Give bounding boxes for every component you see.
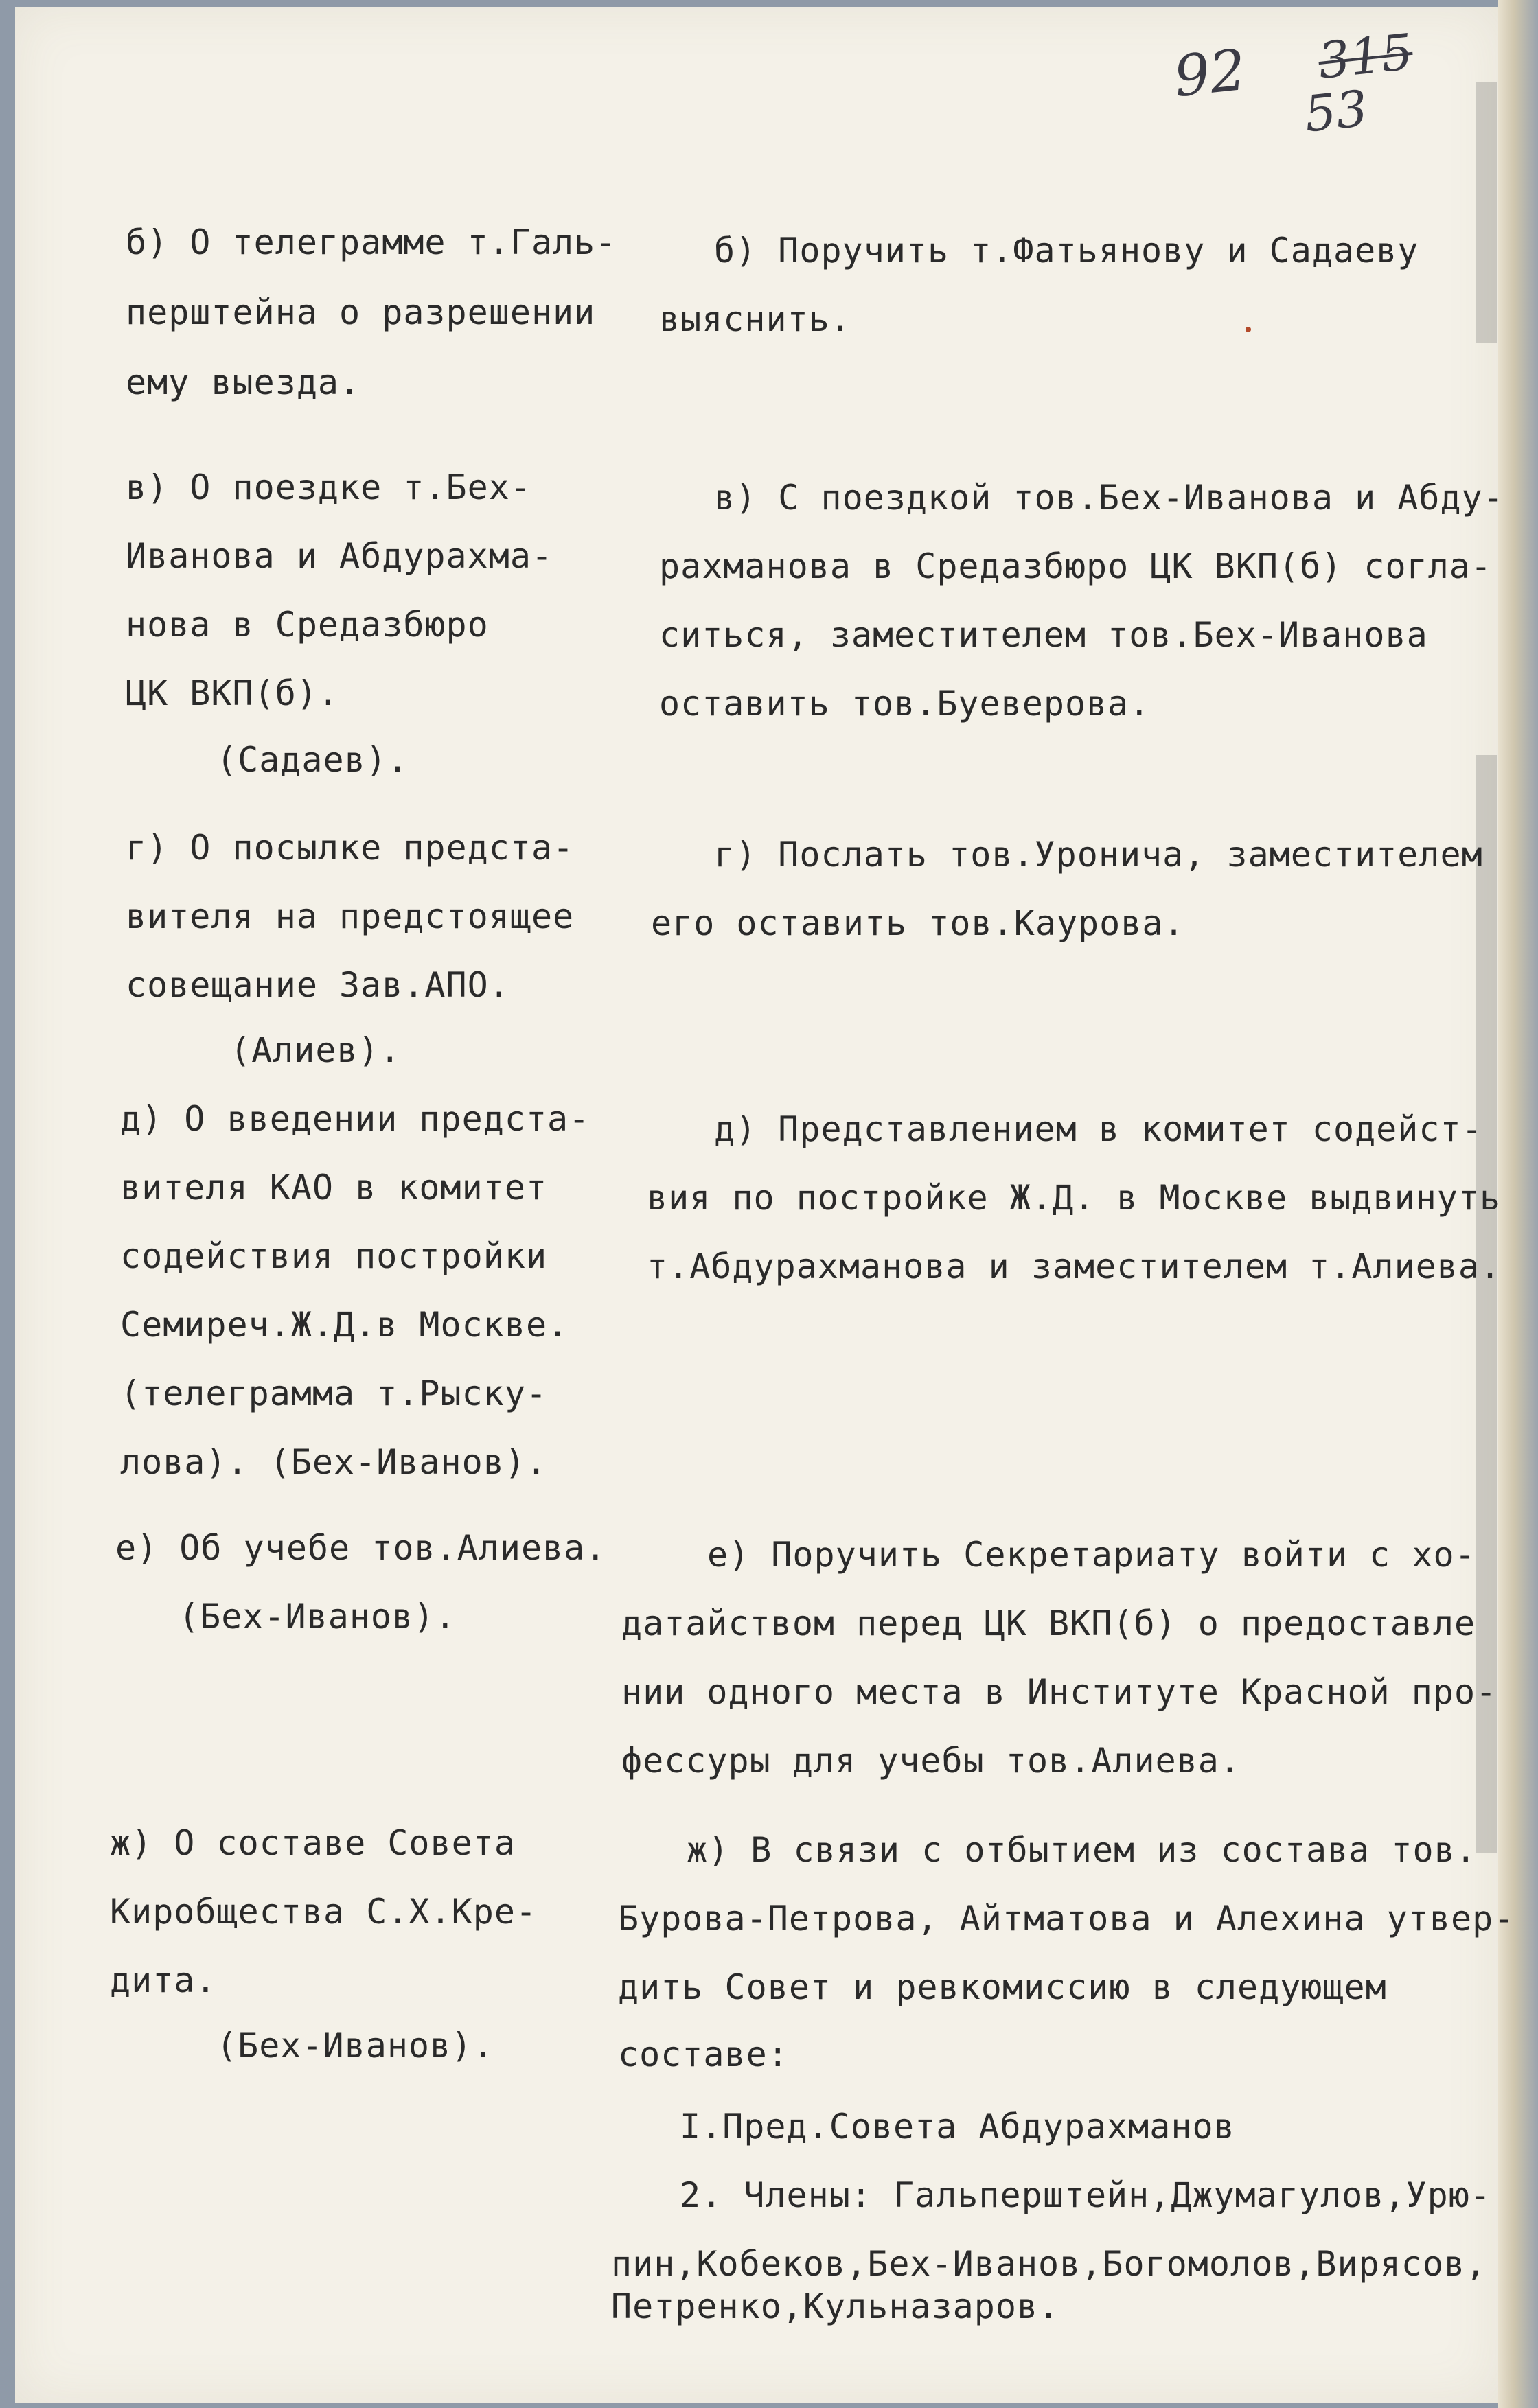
question-line: совещание Зав.АПО. (126, 965, 510, 1005)
question-line: перштейна о разрешении (126, 292, 596, 332)
decision-line: дить Совет и ревкомиссию в следующем (618, 1967, 1387, 2007)
question-line: (Садаев). (216, 740, 409, 780)
question-line: Киробщества С.Х.Кре- (110, 1892, 538, 1932)
question-line: б) О телеграмме т.Галь- (126, 222, 617, 262)
question-line: Иванова и Абдурахма- (126, 536, 553, 576)
question-line: в) О поездке т.Бех- (126, 467, 531, 507)
decision-line: пин,Кобеков,Бех-Иванов,Богомолов,Вирясов, (611, 2244, 1487, 2284)
page-fold-shadow (1476, 82, 1497, 343)
decision-line: Бурова-Петрова, Айтматова и Алехина утвер- (618, 1899, 1515, 1938)
decision-line: е) Поручить Секретариату войти с хо- (707, 1535, 1476, 1575)
question-line: Семиреч.Ж.Д.в Москве. (120, 1305, 569, 1345)
decision-line: выяснить. (659, 299, 851, 339)
page-edge (1498, 0, 1538, 2408)
question-line: г) О посылке предста- (126, 828, 575, 868)
question-line: ж) О составе Совета (110, 1823, 516, 1863)
decision-line: составе: (618, 2035, 789, 2074)
decision-line: г) Послать тов.Уронича, заместителем (714, 835, 1483, 875)
folio-number-secondary: 53 (1301, 79, 1370, 143)
question-line: лова). (Бех-Иванов). (120, 1442, 548, 1482)
decision-line: оставить тов.Буеверова. (659, 684, 1151, 723)
decision-line: I.Пред.Совета Абдурахманов (680, 2107, 1235, 2146)
question-line: (Алиев). (230, 1030, 401, 1070)
ink-spot (1246, 327, 1251, 332)
decision-line: д) Представлением в комитет содейст- (714, 1109, 1483, 1149)
question-line: дита. (110, 1960, 217, 2000)
question-line: (Бех-Иванов). (179, 1597, 457, 1636)
decision-line: ж) В связи с отбытием из состава тов. (687, 1830, 1477, 1870)
question-line: д) О введении предста- (120, 1099, 590, 1139)
question-line: (Бех-Иванов). (216, 2026, 494, 2065)
question-line: вителя на предстоящее (126, 896, 575, 936)
question-line: (телеграмма т.Рыску- (120, 1374, 548, 1413)
decision-line: нии одного места в Институте Красной про- (621, 1672, 1497, 1712)
decision-line: фессуры для учебы тов.Алиева. (621, 1741, 1241, 1781)
folio-number: 92 (1171, 37, 1250, 111)
question-line: содействия постройки (120, 1236, 548, 1276)
question-line: е) Об учебе тов.Алиева. (115, 1528, 607, 1568)
decision-line: Петренко,Кульназаров. (611, 2287, 1060, 2326)
decision-line: датайством перед ЦК ВКП(б) о предоставле (621, 1604, 1476, 1643)
question-line: нова в Средазбюро (126, 605, 489, 645)
decision-line: б) Поручить т.Фатьянову и Садаеву (714, 231, 1419, 270)
decision-line: вия по постройке Ж.Д. в Москве выдвинуть (647, 1178, 1502, 1218)
decision-line: его оставить тов.Каурова. (651, 903, 1185, 943)
question-line: ЦК ВКП(б). (126, 673, 340, 713)
question-line: вителя КАО в комитет (120, 1168, 548, 1207)
folio-number-struck: 315 (1315, 23, 1416, 90)
decision-line: рахманова в Средазбюро ЦК ВКП(б) согла- (659, 546, 1492, 586)
decision-line: 2. Члены: Гальперштейн,Джумагулов,Урю- (680, 2175, 1491, 2215)
decision-line: ситься, заместителем тов.Бех-Иванова (659, 615, 1428, 655)
decision-line: в) С поездкой тов.Бех-Иванова и Абду- (714, 478, 1504, 518)
question-line: ему выезда. (126, 362, 361, 402)
decision-line: т.Абдурахманова и заместителем т.Алиева. (647, 1247, 1502, 1286)
